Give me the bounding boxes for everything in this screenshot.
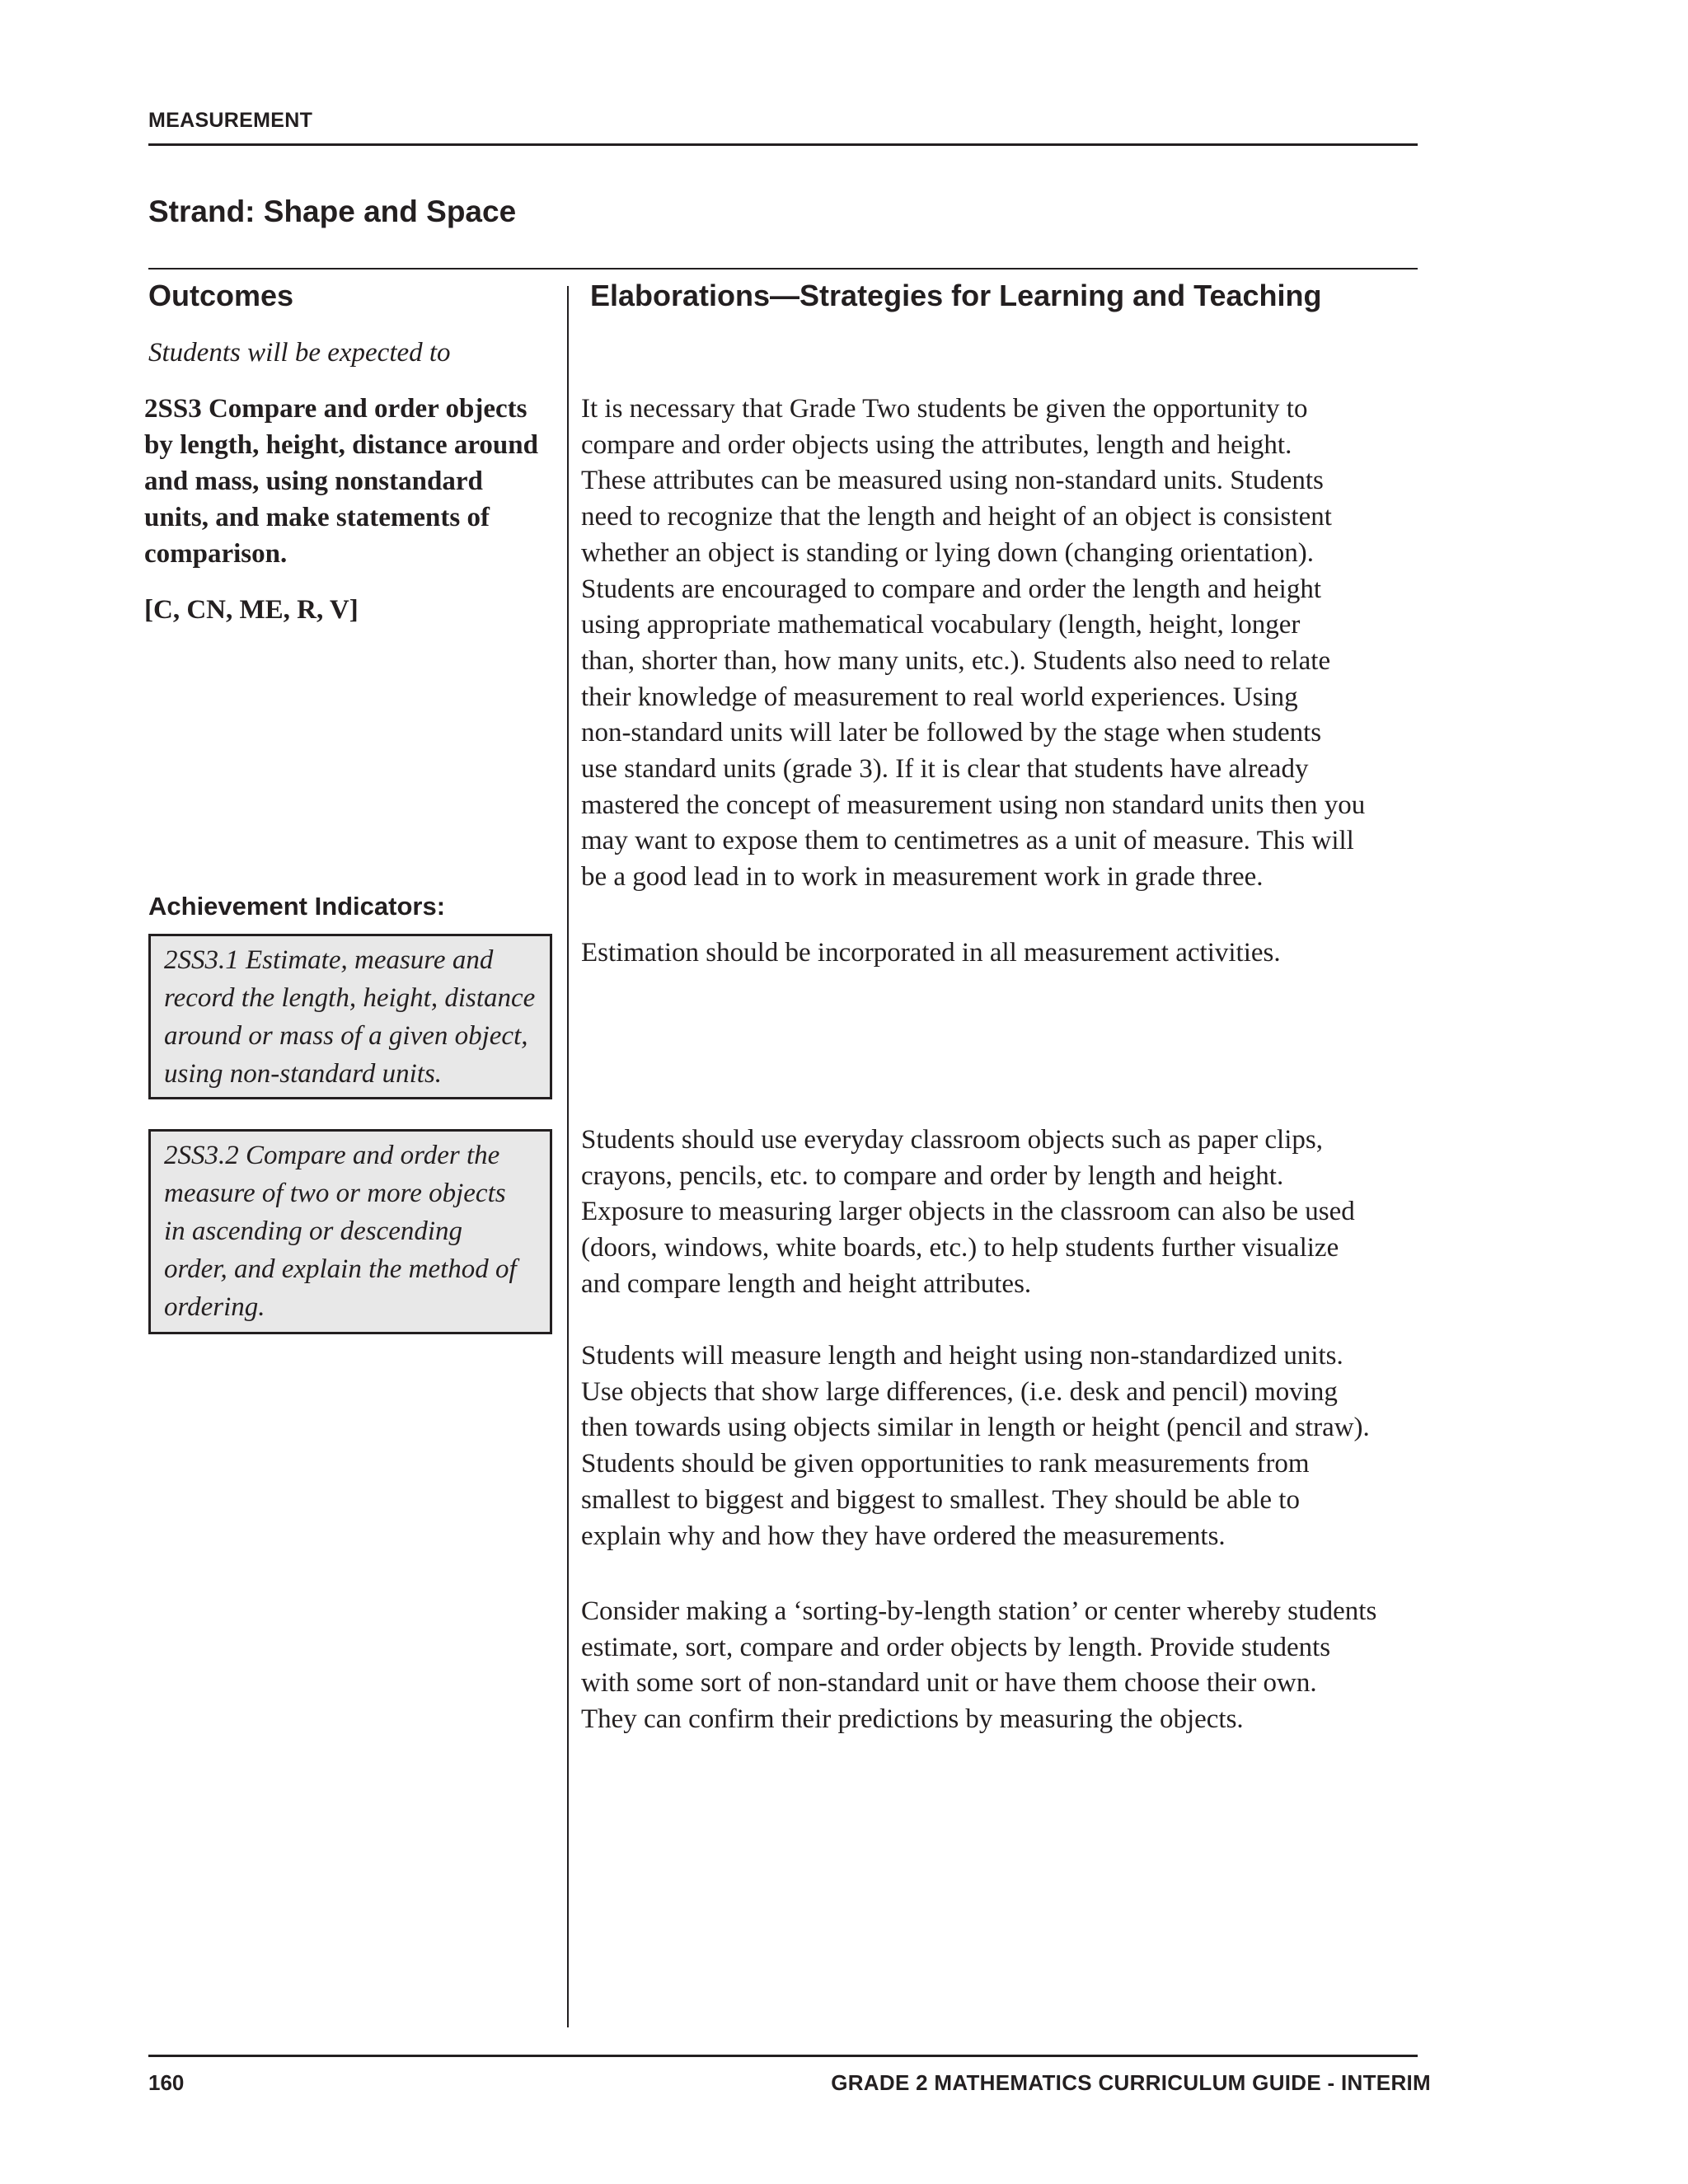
outcome-line: 2SS3 Compare and order objects: [144, 394, 528, 424]
indicator-line: using non-standard units.: [164, 1059, 443, 1089]
header-rule: [148, 143, 1418, 146]
indicator-line: 2SS3.2 Compare and order the: [164, 1141, 500, 1170]
indicator-2ss3-1: [148, 934, 552, 1099]
text-line: non-standard units will later be followed by the stage when students: [581, 718, 1322, 748]
text-line: explain why and how they have ordered the measurements.: [581, 1521, 1226, 1551]
text-line: than, shorter than, how many units, etc.). Students also need to relate: [581, 645, 1331, 676]
text-line: and compare length and height attributes.: [581, 1268, 1032, 1299]
text-line: Students should be given opportunities to rank measurements from: [581, 1449, 1310, 1479]
elaboration-paragraph-2: [581, 935, 1438, 972]
outcome-line: comparison.: [144, 539, 288, 569]
outcomes-heading: Outcomes: [148, 279, 294, 312]
page-number: 160: [148, 2070, 185, 2095]
elaboration-paragraph-3: [581, 1122, 1438, 1303]
indicator-2ss3-2: [148, 1129, 552, 1334]
indicator-line: order, and explain the method of: [164, 1254, 517, 1284]
text-line: Use objects that show large differences, (i.e. desk and pencil) moving: [581, 1376, 1338, 1407]
text-line: using appropriate mathematical vocabulary (length, height, longer: [581, 610, 1301, 640]
text-line: their knowledge of measurement to real world experiences. Using: [581, 682, 1298, 712]
text-line: with some sort of non-standard unit or have them choose their own.: [581, 1668, 1317, 1699]
elaboration-paragraph-1: [581, 391, 1438, 896]
text-line: It is necessary that Grade Two students be given the opportunity to: [581, 394, 1308, 424]
footer-rule: [148, 2055, 1418, 2057]
text-line: They can confirm their predictions by measuring the objects.: [581, 1704, 1244, 1735]
text-line: These attributes can be measured using non-standard units. Students: [581, 466, 1324, 496]
elaboration-paragraph-4: [581, 1338, 1438, 1554]
indicator-line: ordering.: [164, 1292, 265, 1322]
outcome-line: and mass, using nonstandard: [144, 466, 483, 496]
text-line: use standard units (grade 3). If it is clear that students have already: [581, 754, 1309, 785]
text-line: mastered the concept of measurement using non standard units then you: [581, 790, 1366, 820]
text-line: compare and order objects using the attributes, length and height.: [581, 429, 1292, 460]
outcomes-lead: Students will be expected to: [148, 338, 451, 368]
text-line: Exposure to measuring larger objects in the classroom can also be used: [581, 1197, 1355, 1227]
achievement-indicators-heading: Achievement Indicators:: [148, 892, 446, 921]
text-line: Estimation should be incorporated in all measurement activities.: [581, 938, 1281, 968]
indicator-line: 2SS3.1 Estimate, measure and: [164, 945, 494, 975]
outcome-line: by length, height, distance around: [144, 430, 538, 460]
outcome-2ss3: [144, 391, 565, 572]
indicator-line: record the length, height, distance: [164, 983, 536, 1013]
section-label: MEASUREMENT: [148, 109, 313, 132]
text-line: estimate, sort, compare and order objects by length. Provide students: [581, 1632, 1331, 1662]
text-line: crayons, pencils, etc. to compare and order by length and height.: [581, 1160, 1284, 1191]
text-line: Students will measure length and height using non-standardized units.: [581, 1341, 1343, 1371]
text-line: be a good lead in to work in measurement work in grade three.: [581, 862, 1264, 893]
column-divider: [567, 286, 569, 2027]
elaborations-heading: Elaborations—Strategies for Learning and Teaching: [590, 279, 1322, 312]
text-line: Consider making a ‘sorting-by-length station’ or center whereby students: [581, 1596, 1377, 1626]
text-line: (doors, windows, white boards, etc.) to help students further visualize: [581, 1233, 1339, 1263]
indicator-line: in ascending or descending: [164, 1216, 463, 1246]
text-line: need to recognize that the length and height of an object is consistent: [581, 502, 1332, 532]
outcome-line: units, and make statements of: [144, 503, 490, 532]
elaboration-paragraph-5: [581, 1594, 1438, 1738]
text-line: whether an object is standing or lying down (changing orientation).: [581, 537, 1314, 568]
text-line: Students should use everyday classroom objects such as paper clips,: [581, 1125, 1323, 1155]
strand-title: Strand: Shape and Space: [148, 194, 517, 228]
text-line: Students are encouraged to compare and order the length and height: [581, 574, 1322, 604]
indicator-line: measure of two or more objects: [164, 1179, 506, 1208]
indicator-line: around or mass of a given object,: [164, 1021, 528, 1051]
text-line: smallest to biggest and biggest to smallest. They should be able to: [581, 1484, 1300, 1515]
strand-rule: [148, 268, 1418, 269]
text-line: then towards using objects similar in length or height (pencil and straw).: [581, 1413, 1370, 1443]
text-line: may want to expose them to centimetres as a unit of measure. This will: [581, 826, 1354, 856]
mathematical-processes: [C, CN, ME, R, V]: [144, 595, 359, 625]
footer-title: GRADE 2 MATHEMATICS CURRICULUM GUIDE - INTERIM: [831, 2070, 1431, 2095]
